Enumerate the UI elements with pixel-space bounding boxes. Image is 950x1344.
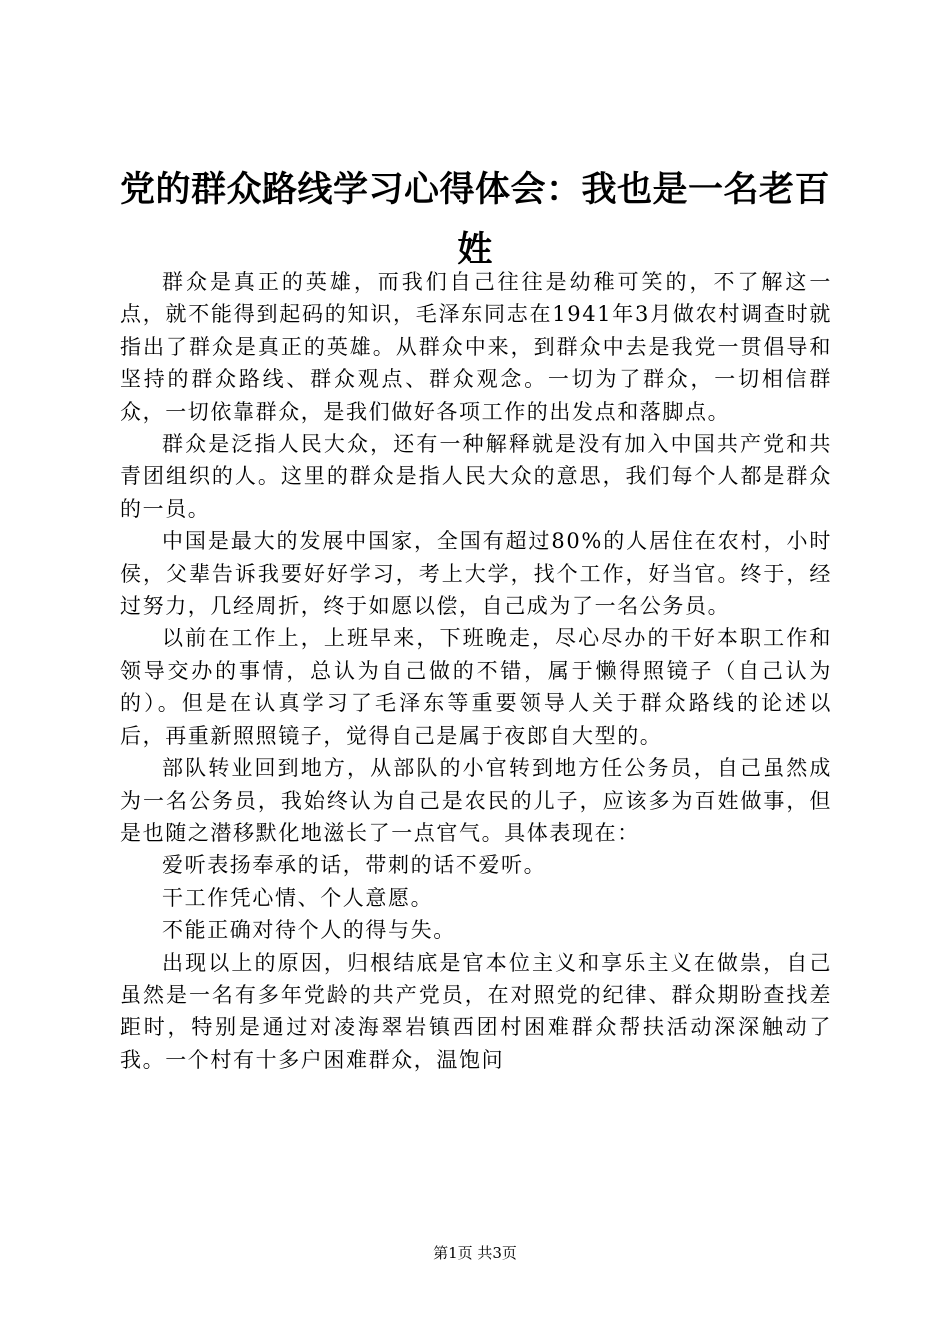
paragraph: 部队转业回到地方，从部队的小官转到地方任公务员，自己虽然成为一名公务员，我始终认为自己是农民的儿子，应该多为百姓做事，但是也随之潜移默化地滋长了一点官气。具体表现在：	[120, 756, 832, 845]
paragraph: 出现以上的原因，归根结底是官本位主义和享乐主义在做祟，自己虽然是一名有多年党龄的共产党员，在对照党的纪律、群众期盼查找差距时，特别是通过对凌海翠岩镇西团村困难群众帮扶活动深深触动了我。一个村有十多户困难群众，温饱问	[120, 950, 832, 1072]
paragraph: 群众是真正的英雄，而我们自己往往是幼稚可笑的，不了解这一点，就不能得到起码的知识，毛泽东同志在1941年3月做农村调查时就指出了群众是真正的英雄。从群众中来，到群众中去是我党一贯倡导和坚持的群众路线、群众观点、群众观念。一切为了群众，一切相信群众，一切依靠群众，是我们做好各项工作的出发点和落脚点。	[120, 270, 832, 424]
paragraph: 中国是最大的发展中国家，全国有超过80%的人居住在农村，小时侯，父辈告诉我要好好学习，考上大学，找个工作，好当官。终于，经过努力，几经周折，终于如愿以偿，自己成为了一名公务员。	[120, 529, 832, 619]
document-body	[120, 266, 832, 1076]
list-item: 不能正确对待个人的得与失。	[162, 918, 456, 943]
paragraph: 以前在工作上，上班早来，下班晚走，尽心尽办的干好本职工作和领导交办的事情，总认为自己做的不错，属于懒得照镜子（自己认为的）。但是在认真学习了毛泽东等重要领导人关于群众路线的论述以后，再重新照照镜子，觉得自己是属于夜郎自大型的。	[120, 626, 832, 748]
page-number-footer: 第1页 共3页	[433, 1244, 517, 1262]
list-item: 爱听表扬奉承的话，带刺的话不爱听。	[162, 853, 547, 878]
document-title: 党的群众路线学习心得体会：我也是一名老百姓	[120, 170, 831, 270]
paragraph: 群众是泛指人民大众，还有一种解释就是没有加入中国共产党和共青团组织的人。这里的群众是指人民大众的意思，我们每个人都是群众的一员。	[120, 432, 832, 521]
list-item: 干工作凭心情、个人意愿。	[162, 885, 434, 910]
